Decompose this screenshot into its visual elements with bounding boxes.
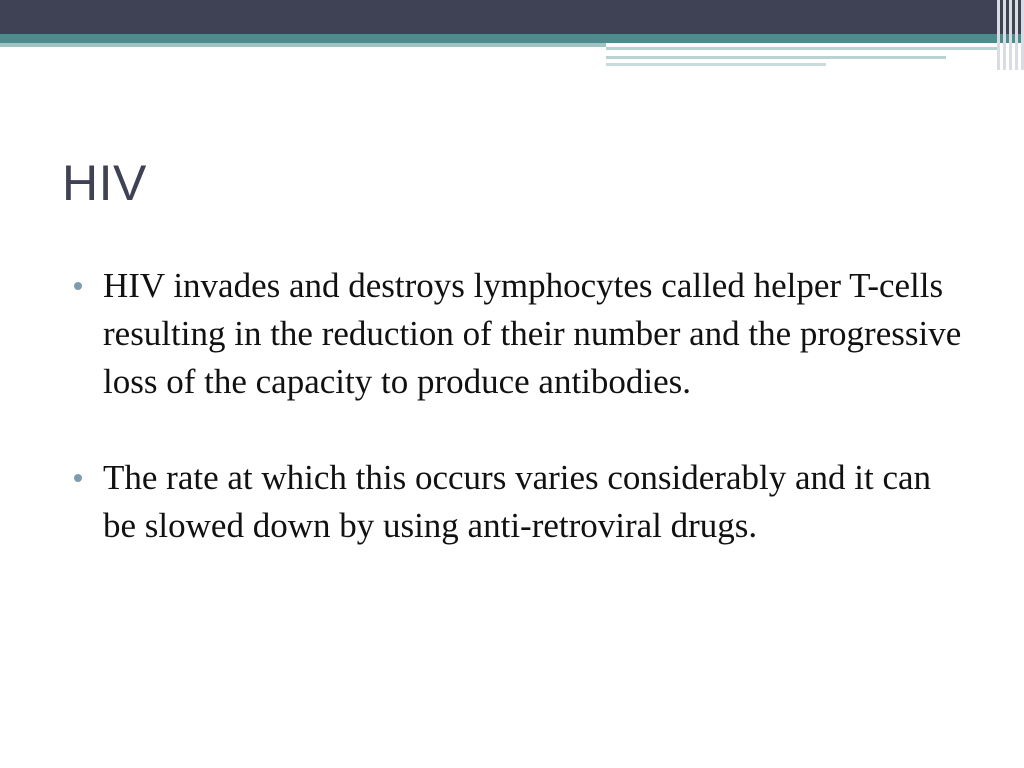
- bullet-item: [70, 262, 970, 406]
- header-stripe: [1015, 0, 1018, 70]
- bullet-item: [70, 454, 970, 550]
- header-band-teal: [0, 34, 1024, 43]
- bullet-text: HIV invades and destroys lymphocytes called helper T-cells resulting in the reduction of their number and the progressive loss of the capacity to produce antibodies.: [103, 266, 962, 401]
- header-right-line: [606, 56, 946, 59]
- header-band-dark: [0, 0, 1024, 34]
- header-right-line: [606, 47, 1000, 50]
- header-stripes: [990, 0, 1024, 70]
- bullet-icon: [74, 282, 82, 290]
- header-stripe: [1009, 0, 1012, 70]
- header-band-light: [0, 43, 606, 47]
- bullet-text: The rate at which this occurs varies considerably and it can be slowed down by using anti-retroviral drugs.: [103, 458, 932, 545]
- bullet-icon: [74, 474, 82, 482]
- header-stripe: [1003, 0, 1006, 70]
- header-right-line: [606, 63, 826, 66]
- bullet-list: [70, 262, 970, 598]
- slide-title: HIV: [62, 155, 147, 211]
- header-stripe: [997, 0, 1000, 70]
